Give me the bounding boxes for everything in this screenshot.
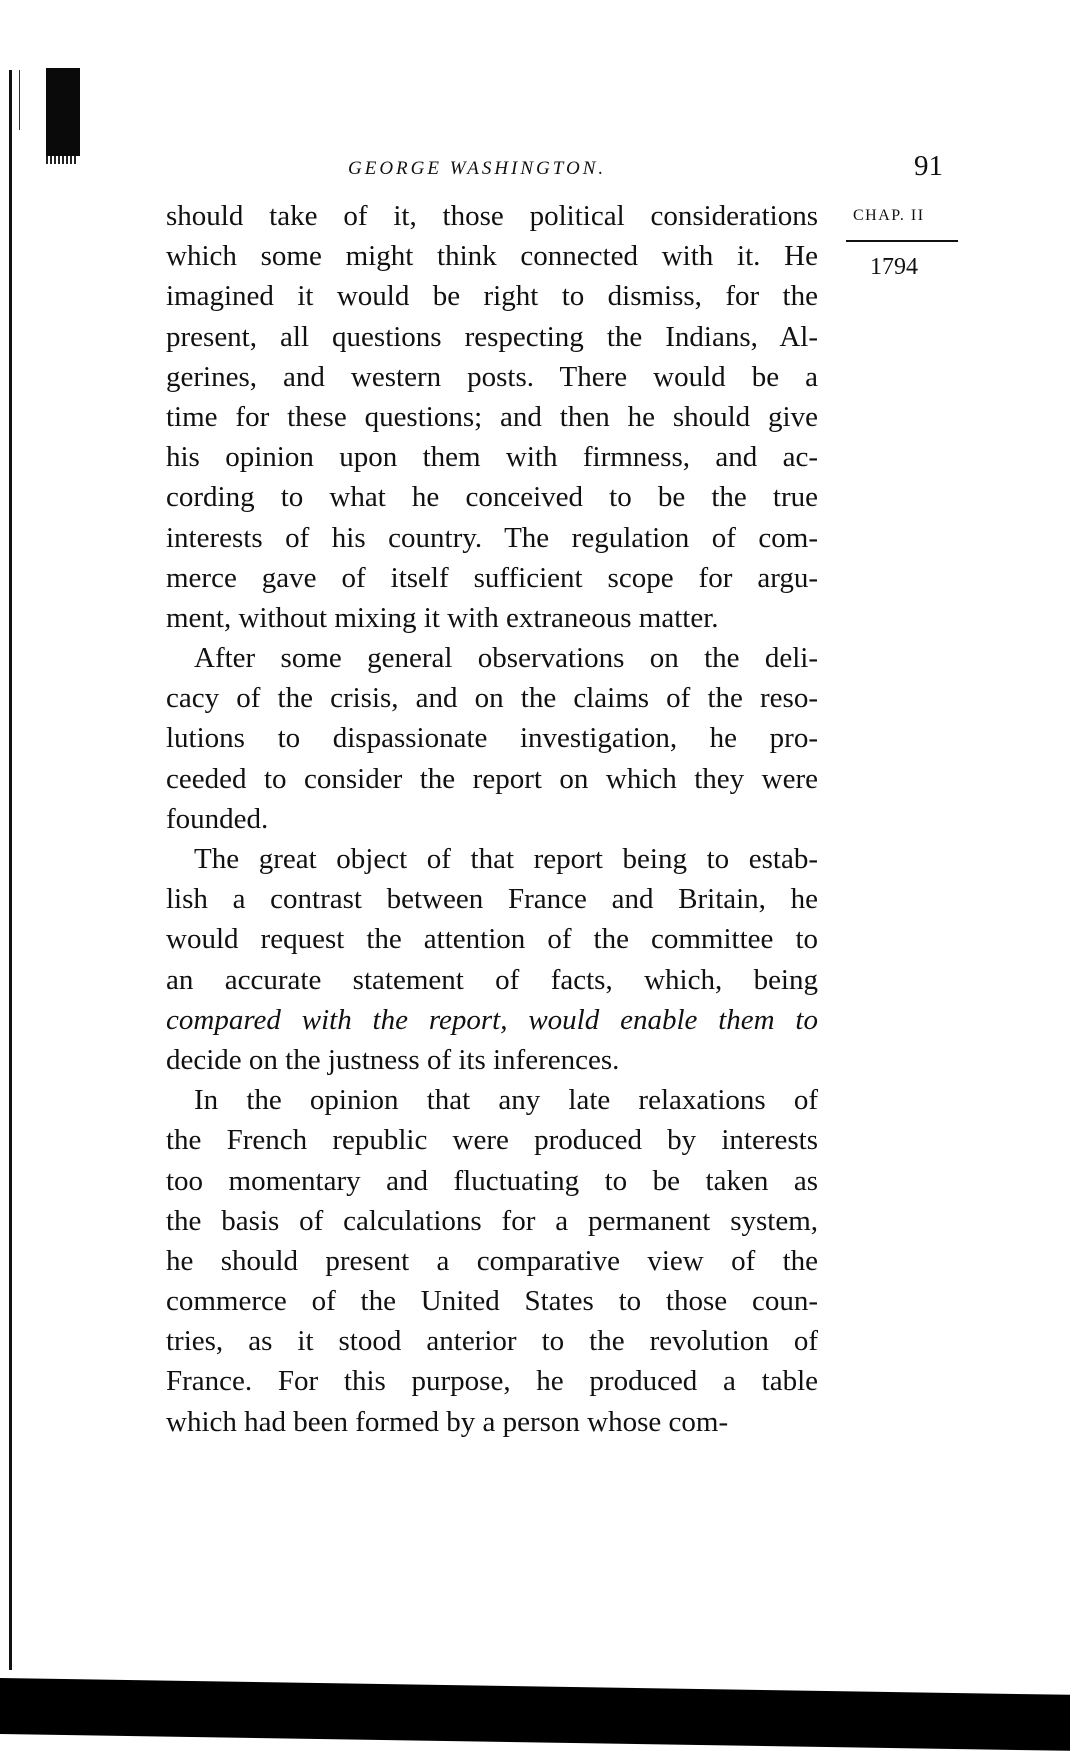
text-line: interests of his country. The regulation of com-	[166, 521, 818, 554]
text-line: cording to what he conceived to be the true	[166, 481, 818, 514]
text-line: his opinion upon them with firmness, and ac-	[166, 441, 818, 474]
text-line: In the opinion that any late relaxations of	[194, 1084, 818, 1117]
text-line: ment, without mixing it with extraneous matter.	[166, 601, 719, 634]
text-line: The great object of that report being to estab-	[194, 843, 818, 875]
text-line: gerines, and western posts. There would be a	[166, 360, 818, 393]
text-line: merce gave of itself sufficient scope for argu-	[166, 561, 818, 594]
text-line: which had been formed by a person whose com-	[166, 1405, 729, 1438]
text-line: decide on the justness of its inferences.	[166, 1043, 620, 1076]
text-line: would request the attention of the committee to	[166, 923, 818, 956]
scan-bottom-edge	[0, 1678, 1070, 1751]
text-line: too momentary and fluctuating to be taken as	[166, 1164, 818, 1197]
text-line: ceeded to consider the report on which they were	[166, 762, 818, 795]
text-line: lish a contrast between France and Britain, he	[166, 883, 818, 916]
text-line: should take of it, those political considerations	[166, 200, 818, 232]
text-line: imagined it would be right to dismiss, for the	[166, 280, 818, 313]
text-line: the French republic were produced by interests	[166, 1124, 818, 1157]
body-text	[166, 196, 818, 1442]
margin-year: 1794	[870, 254, 918, 280]
text-line: present, all questions respecting the Indians, Al-	[166, 320, 818, 353]
paragraph	[166, 839, 818, 1080]
text-line: which some might think connected with it. He	[166, 240, 818, 273]
text-line: he should present a comparative view of the	[166, 1244, 818, 1277]
text-line: an accurate statement of facts, which, being	[166, 963, 818, 996]
text-line: France. For this purpose, he produced a table	[166, 1365, 818, 1398]
scan-page-edge-mark	[19, 70, 20, 130]
text-line: cacy of the crisis, and on the claims of the reso-	[166, 682, 818, 715]
paragraph	[166, 638, 818, 839]
text-line: founded.	[166, 802, 269, 835]
page-number: 91	[914, 150, 943, 182]
paragraph	[166, 1080, 818, 1442]
text-line: lutions to dispassionate investigation, he pro-	[166, 722, 818, 755]
text-line: commerce of the United States to those coun-	[166, 1285, 818, 1318]
text-line: After some general observations on the deli-	[194, 642, 818, 675]
scan-artifact	[46, 68, 80, 156]
margin-chapter: CHAP. II	[853, 207, 925, 224]
running-head: GEORGE WASHINGTON.	[348, 158, 607, 179]
text-line: tries, as it stood anterior to the revolution of	[166, 1325, 818, 1358]
text-line: the basis of calculations for a permanent system,	[166, 1204, 818, 1237]
paragraph	[166, 196, 818, 638]
margin-rule	[846, 240, 958, 242]
text-line: time for these questions; and then he should give	[166, 400, 818, 433]
scan-page-edge	[9, 70, 12, 1670]
text-line: compared with the report, would enable them to	[166, 1003, 818, 1036]
